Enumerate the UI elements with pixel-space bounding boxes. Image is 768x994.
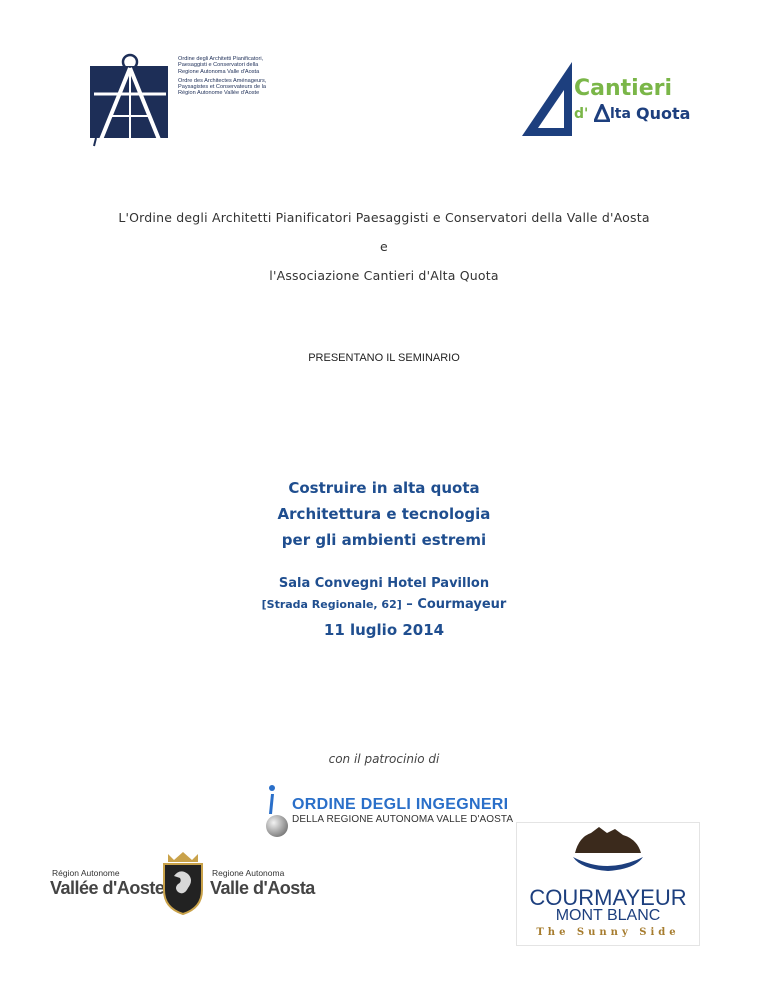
ordine-architetti-emblem: [86, 52, 176, 148]
sunny-side-text: The Sunny Side: [536, 927, 680, 938]
ordine-architetti-text-it: Ordine degli Architetti Pianificatori, Paesaggisti e Conservatori della Regione Autonoma Valle d'Aosta: [178, 56, 264, 75]
courmayeur-mont-blanc-logo: [516, 822, 700, 946]
venue-address-line: [0, 597, 768, 612]
seminar-title-line-2: Architettura e tecnologia: [277, 505, 491, 523]
venue-address: [Strada Regionale, 62]: [261, 598, 402, 611]
intro-line-1: L'Ordine degli Architetti Pianificatori Paesaggisti e Conservatori della Valle d'Aosta: [118, 210, 650, 225]
seminar-title-line-1: Costruire in alta quota: [288, 479, 480, 497]
ordine-ingegneri-logo: [262, 784, 522, 838]
ingegneri-i-icon: [262, 784, 292, 838]
alta-word: lta: [610, 106, 631, 122]
regione-it-big: Valle d'Aosta: [210, 878, 315, 898]
event-date: 11 luglio 2014: [323, 621, 445, 639]
cantieri-alta-quota-logo: [520, 60, 690, 140]
triangle-a-icon: [594, 104, 610, 122]
seminar-title-line-3: per gli ambienti estremi: [281, 531, 487, 549]
venue-city: – Courmayeur: [401, 597, 507, 612]
set-square-icon: [520, 60, 580, 140]
ingegneri-subtitle: DELLA REGIONE AUTONOMA VALLE D'AOSTA: [292, 814, 514, 825]
intro-line-2: e: [380, 239, 388, 254]
regione-fr-small: Région Autonome: [52, 868, 120, 878]
intro-line-3: l'Associazione Cantieri d'Alta Quota: [269, 268, 499, 283]
courmayeur-text: COURMAYEUR: [529, 885, 687, 910]
presentano-label: PRESENTANO IL SEMINARIO: [308, 352, 460, 364]
patrocinio-label: con il patrocinio di: [328, 752, 440, 766]
mont-blanc-text: MONT BLANC: [555, 907, 661, 924]
ordine-architetti-logo: [86, 52, 266, 148]
venue-name: Sala Convegni Hotel Pavillon: [278, 576, 490, 591]
regione-fr-big: Vallée d'Aoste: [50, 878, 165, 898]
mountain-emblem-icon: [517, 823, 699, 883]
ingegneri-title: ORDINE DEGLI INGEGNERI: [292, 796, 509, 813]
ordine-architetti-text: [178, 56, 268, 100]
coat-of-arms-icon: [160, 850, 206, 916]
cantieri-word: Cantieri: [574, 76, 673, 101]
dalta-prefix: d': [574, 106, 589, 122]
quota-word: Quota: [636, 104, 691, 123]
regione-it-small: Regione Autonoma: [212, 868, 285, 878]
ordine-architetti-text-fr: Ordre des Architectes Aménageurs, Paysagistes et Conservateurs de la Région Autonome Vallée d'Aoste: [178, 77, 267, 97]
regione-valle-aosta-logo: [48, 850, 315, 916]
